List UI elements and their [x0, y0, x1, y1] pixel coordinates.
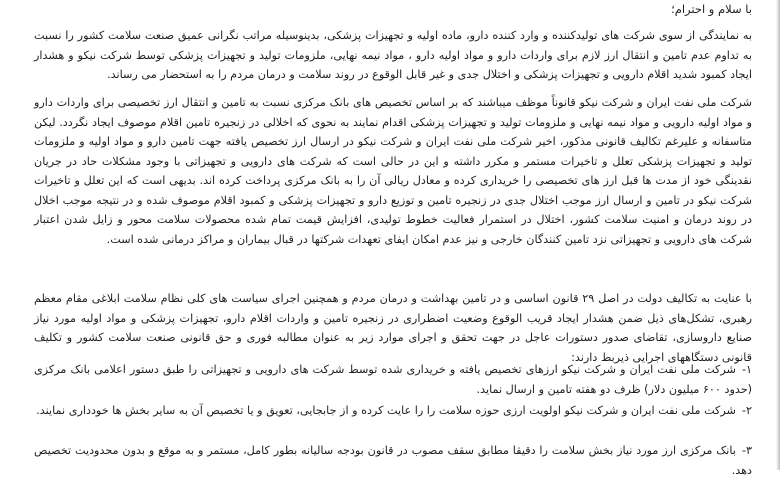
- paragraph-request: با عنایت به تکالیف دولت در اصل ۲۹ قانون اساسی و در تامین بهداشت و درمان مردم و همچنین اجرای سیاست های کلی نظام سلامت ابلاغی مقام معظم رهبری، تشکل‌های ذیل ضمن هشدار ایجاد قریب الوقوع وضعیت اضطراری در زنجیره تامین و واردات اقلام دارو، تجهیزات پزشکی و مواد اولیه مورد نیاز صنایع داروسازی، تقاضای صدور دستورات عاجل در جهت تحقق و اجرای موارد زیر به عنوان مطالبه فوری و حق قانونی صنعت سلامت کشور و تکلیف قانونی دستگاههای اجرایی ذیربط دارند:: [34, 292, 752, 364]
- demand-item-3: [34, 441, 752, 480]
- demand-text: بانک مرکزی ارز مورد نیاز بخش سلامت را دقیقا مطابق سقف مصوب در قانون بودجه سالیانه بطور کامل، مستمر و به موقع و بدون محدودیت تخصیص دهد.: [34, 444, 752, 477]
- demand-number: ۳-: [741, 444, 752, 457]
- paragraph-obligations: شرکت ملی نفت ایران و شرکت نیکو قانوناً موظف میباشند که بر اساس تخصیص های بانک مرکزی نسبت به تامین و انتقال ارز تخصیصی برای واردات دارو و مواد اولیه دارویی و مواد نیمه نهایی و ملزومات تولید و تجهیزات پزشکی اقدام نمایند به نحوی که اخلالی در زنجیره تامین اقلام موصوف ایجاد نگردد. لیکن متاسفانه و علیرغم تکالیف قانونی مذکور، اخیر شرکت ملی نفت ایران و شرکت نیکو در ارسال ارز تخصیص یافته جهت تامین دارو و مواد اولیه و ملزومات تولید و تجهیزات پزشکی تعلل و تاخیرات مستمر و مکرر داشته و این در حالی است که شرکت های دارویی و تجهیزاتی با وجود مشکلات حاد در جریان نقدینگی خود از مدت ها قبل ارز های تخصیصی را خریداری کرده و معادل ریالی آن را به بانک مرکزی پرداخت کرده اند. بدیهی است که این تعلل و تاخیرات شرکت نیکو در تامین و ارسال ارز موجب اختلال جدی در زنجیره تامین و توزیع دارو و تجهیزات پزشکی و کمبود اقلام موصوف شده و در نتیجه موجب اخلال در روند درمان و امنیت سلامت کشور، اختلال در استمرار فعالیت خطوط تولیدی، افزایش قیمت تمام شده محصولات سلامت محور و زایل شدن اعتبار شرکت های دارویی و تجهیزاتی نزد تامین کنندگان خارجی و نیز عدم امکان ایفای تعهدات شرکتها در قبال بیماران و مراکز درمانی شده است.: [34, 96, 752, 246]
- demand-number: ۲-: [741, 404, 752, 417]
- scan-edge-shadow: [776, 0, 780, 470]
- demand-item-2: [34, 401, 752, 421]
- demand-text: شرکت ملی نفت ایران و شرکت نیکو ارزهای تخصیص یافته و خریداری شده توسط شرکت های دارویی و تجهیزاتی را طبق دستور اعلامی بانک مرکزی (حدود ۶۰۰ میلیون دلار) ظرف دو هفته تامین و ارسال نماید.: [34, 363, 752, 396]
- letter-greeting: با سلام و احترام؛: [671, 2, 752, 16]
- paragraph-concern: به نمایندگی از سوی شرکت های تولیدکننده و وارد کننده دارو، ماده اولیه و تجهیزات پزشکی، بدینوسیله مراتب نگرانی عمیق صنعت سلامت کشور را نسبت به تداوم عدم تامین و انتقال ارز لازم برای واردات دارو و مواد اولیه دارو ، مواد نیمه نهایی، ملزومات تولید و تجهیزات پزشکی توسط شرکت نیکو و هشدار ایجاد کمبود شدید اقلام دارویی و تجهیزات پزشکی و اختلال جدی و غیر قابل الوقوع در روند سلامت و درمان مردم را به استحضار می رساند.: [34, 29, 752, 81]
- demand-number: ۱-: [741, 363, 752, 376]
- demand-item-1: [34, 360, 752, 399]
- demand-text: شرکت ملی نفت ایران و شرکت نیکو اولویت ارزی حوزه سلامت را را عایت کرده و از جابجایی، تعویق و یا تخصیص آن به سایر بخش ها خودداری نمایند.: [36, 404, 736, 417]
